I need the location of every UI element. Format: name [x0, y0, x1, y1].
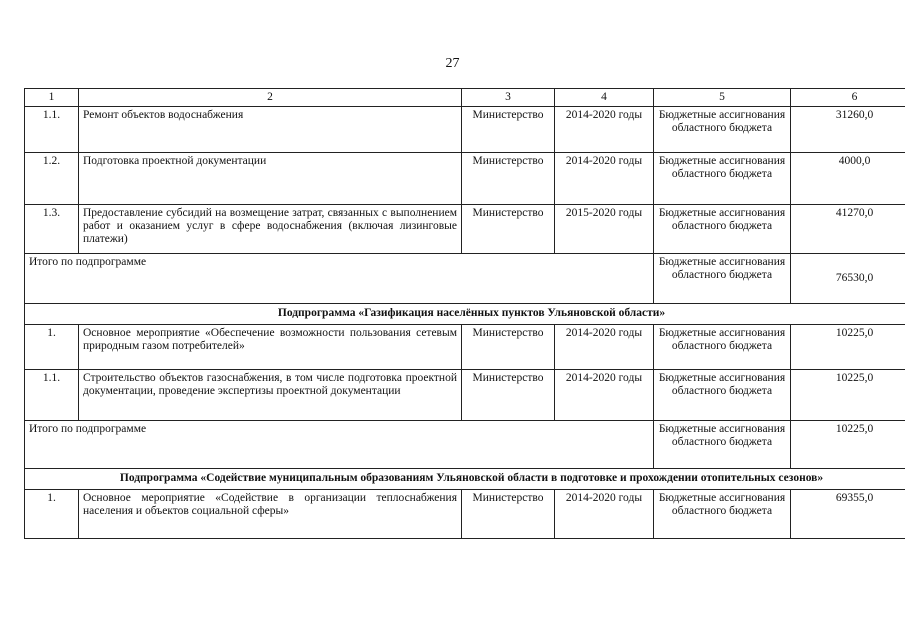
total-label: Итого по подпрограмме	[25, 421, 654, 469]
total-amount: 10225,0	[791, 421, 905, 469]
row-number: 1.	[25, 325, 79, 370]
section-title: Подпрограмма «Содействие муниципальным образованиям Ульяновской области в подготовке и прохождении отопительных сезонов»	[25, 469, 905, 490]
total-row	[25, 254, 905, 304]
section-row	[25, 304, 905, 325]
row-period: 2014-2020 годы	[555, 153, 654, 205]
total-amount: 76530,0	[791, 254, 905, 304]
row-executor: Министерство	[462, 107, 555, 153]
total-source: Бюджетные ассигнования областного бюджета	[654, 254, 791, 304]
header-cell: 4	[555, 89, 654, 107]
section-row	[25, 469, 905, 490]
row-executor: Министерство	[462, 490, 555, 539]
row-source: Бюджетные ассигнования областного бюджета	[654, 370, 791, 421]
row-name: Подготовка проектной документации	[79, 153, 462, 205]
row-number: 1.3.	[25, 205, 79, 254]
row-period: 2014-2020 годы	[555, 107, 654, 153]
row-name: Строительство объектов газоснабжения, в том числе подготовка проектной документации, проведение экспертизы проектной документации	[79, 370, 462, 421]
row-source: Бюджетные ассигнования областного бюджета	[654, 325, 791, 370]
row-amount: 31260,0	[791, 107, 905, 153]
row-source: Бюджетные ассигнования областного бюджета	[654, 205, 791, 254]
row-period: 2014-2020 годы	[555, 370, 654, 421]
table-row	[25, 153, 905, 205]
row-period: 2015-2020 годы	[555, 205, 654, 254]
header-cell: 5	[654, 89, 791, 107]
row-name: Основное мероприятие «Содействие в организации теплоснабжения населения и объектов социальной сферы»	[79, 490, 462, 539]
row-executor: Министерство	[462, 205, 555, 254]
table-row	[25, 107, 905, 153]
row-amount: 41270,0	[791, 205, 905, 254]
section-title: Подпрограмма «Газификация населённых пунктов Ульяновской области»	[25, 304, 905, 325]
row-source: Бюджетные ассигнования областного бюджета	[654, 490, 791, 539]
row-amount: 69355,0	[791, 490, 905, 539]
total-source: Бюджетные ассигнования областного бюджета	[654, 421, 791, 469]
row-amount: 10225,0	[791, 370, 905, 421]
row-executor: Министерство	[462, 325, 555, 370]
row-source: Бюджетные ассигнования областного бюджета	[654, 153, 791, 205]
table-row	[25, 490, 905, 539]
header-cell: 6	[791, 89, 905, 107]
row-number: 1.1.	[25, 107, 79, 153]
header-cell: 2	[79, 89, 462, 107]
header-cell: 3	[462, 89, 555, 107]
row-executor: Министерство	[462, 370, 555, 421]
row-name: Основное мероприятие «Обеспечение возможности пользования сетевым природным газом потребителей»	[79, 325, 462, 370]
row-amount: 4000,0	[791, 153, 905, 205]
row-period: 2014-2020 годы	[555, 490, 654, 539]
row-executor: Министерство	[462, 153, 555, 205]
row-number: 1.2.	[25, 153, 79, 205]
program-table	[24, 88, 905, 539]
table-row	[25, 325, 905, 370]
row-number: 1.1.	[25, 370, 79, 421]
row-amount: 10225,0	[791, 325, 905, 370]
total-label: Итого по подпрограмме	[25, 254, 654, 304]
row-number: 1.	[25, 490, 79, 539]
page-number: 27	[445, 56, 460, 71]
header-row	[25, 89, 905, 107]
row-name: Ремонт объектов водоснабжения	[79, 107, 462, 153]
row-name: Предоставление субсидий на возмещение затрат, связанных с выполнением работ и оказанием услуг в сфере водоснабжения (включая лизинговые платежи)	[79, 205, 462, 254]
table-row	[25, 370, 905, 421]
table-row	[25, 205, 905, 254]
row-source: Бюджетные ассигнования областного бюджета	[654, 107, 791, 153]
row-period: 2014-2020 годы	[555, 325, 654, 370]
header-cell: 1	[25, 89, 79, 107]
total-row	[25, 421, 905, 469]
